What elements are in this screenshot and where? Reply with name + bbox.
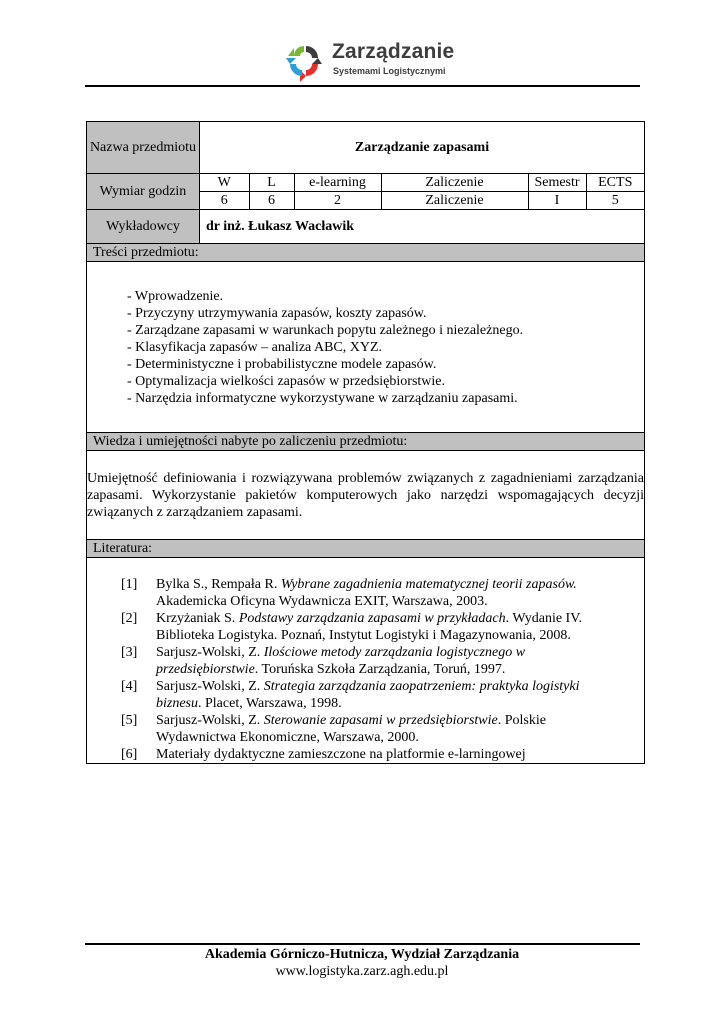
page-header — [0, 0, 724, 88]
literature-number: [1] — [121, 577, 138, 592]
literature-item — [87, 746, 644, 763]
hours-value-semestr: I — [528, 192, 586, 210]
literature-item — [87, 712, 644, 746]
hours-value-elearning: 2 — [294, 192, 381, 210]
knowledge-text: Umiejętność definiowania i rozwiązywana problemów związanych z zagadnieniami zarządzania zapasami. Wykorzystanie pakietów komputerowych jako narzędzi wspomagających decyzji związanych z zarządzaniem zapasami. — [87, 451, 645, 540]
hours-header-ects: ECTS — [586, 174, 644, 192]
content-item: - Optymalizacja wielkości zapasów w przedsiębiorstwie. — [127, 373, 446, 389]
literature-title: Sterowanie zapasami w przedsiębiorstwie — [263, 713, 498, 728]
literature-item — [87, 644, 644, 678]
brand-subtitle: Systemami Logistycznymi — [333, 66, 446, 76]
literature-author: Sarjusz-Wolski, Z. — [156, 645, 264, 660]
header-divider — [85, 85, 640, 87]
content-list — [87, 288, 644, 407]
hours-value-w: 6 — [200, 192, 249, 210]
hours-header-elearning: e-learning — [294, 174, 381, 192]
content-item: - Przyczyny utrzymywania zapasów, koszty zapasów. — [127, 305, 427, 321]
literature-publisher: . Wydanie IV. Biblioteka Logistyka. Poznań, Instytut Logistyki i Magazynowania, 2008. — [156, 611, 583, 643]
literature-number: [4] — [121, 679, 138, 694]
hours-value-l: 6 — [249, 192, 294, 210]
brand-title: Zarządzanie — [332, 40, 455, 63]
knowledge-heading: Wiedza i umiejętności nabyte po zaliczeniu przedmiotu: — [87, 433, 645, 451]
content-cell — [87, 262, 645, 433]
literature-list — [87, 576, 644, 763]
hours-header-l: L — [249, 174, 294, 192]
literature-number: [5] — [121, 713, 138, 728]
logo-icon — [284, 42, 324, 84]
hours-cell — [200, 174, 645, 210]
literature-cell — [87, 558, 645, 764]
literature-author: Materiały dydaktyczne zamieszczone na platformie e-larningowej — [156, 747, 526, 762]
content-item: - Wprowadzenie. — [127, 288, 224, 304]
literature-item — [87, 678, 644, 712]
content-heading: Treści przedmiotu: — [87, 244, 645, 262]
literature-publisher: Akademicka Oficyna Wydawnicza EXIT, Warszawa, 2003. — [156, 594, 488, 609]
literature-title: Strategia zarządzania zaopatrzeniem: praktyka logistyki biznesu — [156, 679, 580, 711]
literature-author: Sarjusz-Wolski, Z. — [156, 679, 264, 694]
literature-author: Krzyżaniak S. — [156, 611, 239, 626]
literature-item — [87, 610, 644, 644]
content-item: - Zarządzane zapasami w warunkach popytu zależnego i niezależnego. — [127, 322, 524, 338]
literature-item — [87, 576, 644, 610]
hours-label: Wymiar godzin — [87, 174, 200, 210]
footer-divider — [85, 943, 640, 945]
literature-number: [3] — [121, 645, 138, 660]
content-item: - Klasyfikacja zapasów – analiza ABC, XYZ. — [127, 339, 383, 355]
lecturer-label: Wykładowcy — [87, 210, 200, 244]
footer-organization: Akademia Górniczo-Hutnicza, Wydział Zarządzania — [204, 947, 520, 962]
literature-publisher: . Polskie Wydawnictwa Ekonomiczne, Warszawa, 2000. — [156, 713, 546, 745]
course-table — [86, 121, 645, 764]
hours-header-zaliczenie: Zaliczenie — [381, 174, 528, 192]
literature-title: Wybrane zagadnienia matematycznej teorii zapasów. — [280, 577, 577, 592]
content-item: - Deterministyczne i probabilistyczne modele zapasów. — [127, 356, 437, 372]
hours-value-zaliczenie: Zaliczenie — [381, 192, 528, 210]
content-item: - Narzędzia informatyczne wykorzystywane w zarządzaniu zapasami. — [127, 390, 518, 406]
literature-publisher: . Toruńska Szkoła Zarządzania, Toruń, 1997. — [254, 662, 506, 677]
literature-publisher: . Placet, Warszawa, 1998. — [198, 696, 342, 711]
literature-title: Ilościowe metody zarządzania logistycznego w przedsiębiorstwie — [156, 645, 526, 677]
literature-heading: Literatura: — [87, 540, 645, 558]
literature-number: [2] — [121, 611, 138, 626]
literature-title: Podstawy zarządzania zapasami w przykładach — [238, 611, 506, 626]
literature-author: Bylka S., Rempała R. — [156, 577, 281, 592]
hours-header-w: W — [200, 174, 249, 192]
hours-value-ects: 5 — [586, 192, 644, 210]
subject-label: Nazwa przedmiotu — [87, 122, 200, 174]
literature-author: Sarjusz-Wolski, Z. — [156, 713, 264, 728]
footer-url: www.logistyka.zarz.agh.edu.pl — [275, 964, 449, 979]
hours-table — [200, 174, 644, 209]
literature-number: [6] — [121, 747, 138, 762]
lecturer-name: dr inż. Łukasz Wacławik — [200, 210, 645, 244]
subject-name: Zarządzanie zapasami — [200, 122, 645, 174]
hours-header-semestr: Semestr — [528, 174, 586, 192]
